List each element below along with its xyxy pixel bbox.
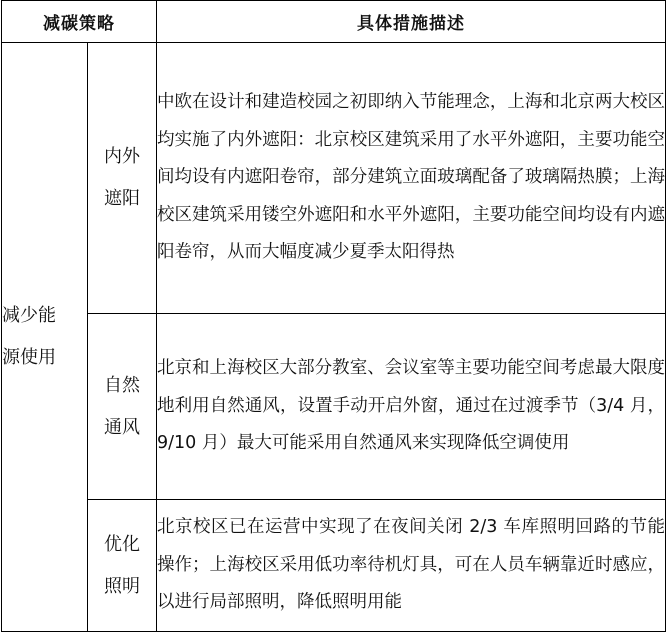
measure-description: 北京校区已在运营中实现了在夜间关闭 2/3 车库照明回路的节能操作；上海校区采用低功率待机灯具，可在人员车辆靠近时感应，以进行局部照明，降低照明用能: [157, 500, 666, 632]
measure-name: 优化 照明: [104, 533, 140, 597]
measure-name-cell: [88, 43, 157, 314]
measure-description: 中欧在设计和建造校园之初即纳入节能理念，上海和北京两大校区均实施了内外遮阳：北京校区建筑采用了水平外遮阳，主要功能空间均设有内遮阳卷帘，部分建筑立面玻璃配备了玻璃隔热膜；上海校区建筑采用镂空外遮阳和水平外遮阳，主要功能空间均设有内遮阳卷帘，从而大幅度减少夏季太阳得热: [157, 43, 666, 314]
category-cell: [2, 43, 88, 632]
measure-name: 自然 通风: [104, 374, 140, 438]
measure-description: 北京和上海校区大部分教室、会议室等主要功能空间考虑最大限度地利用自然通风，设置手动开启外窗，通过在过渡季节（3/4 月，9/10 月）最大可能采用自然通风来实现降低空调使用: [157, 314, 666, 500]
category-label: 减少能 源使用: [2, 305, 56, 368]
header-row: [2, 1, 666, 43]
measure-name: 内外 遮阳: [104, 146, 140, 209]
header-description: 具体措施描述: [157, 1, 666, 43]
strategy-table: [1, 0, 666, 632]
table-row: [2, 43, 666, 314]
table-row: [2, 500, 666, 632]
header-strategy: 减碳策略: [2, 1, 157, 43]
measure-name-cell: [88, 314, 157, 500]
measure-name-cell: [88, 500, 157, 632]
table-row: [2, 314, 666, 500]
